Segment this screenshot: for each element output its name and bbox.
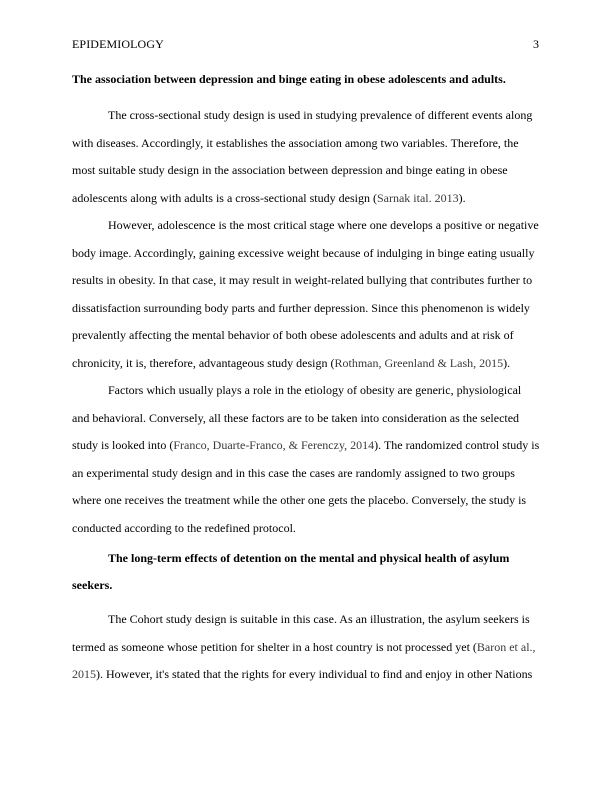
citation-franco: Franco, Duarte-Franco, & Ferenczy, 2014 <box>173 438 375 452</box>
paragraph-obesity-factors <box>72 377 540 542</box>
running-head: EPIDEMIOLOGY <box>72 37 164 51</box>
paragraph-text: The cross-sectional study design is used in studying prevalence of different events along with diseases. Accordingly, it establishes the association among two variables. Therefore, the most suitable study design in the association between depression and binge eating in obese adolescents along with adults is a cross-sectional study design ( <box>72 108 533 205</box>
paragraph-cross-sectional-design <box>72 102 540 212</box>
citation-sarnak: Sarnak ital. 2013 <box>376 190 459 205</box>
citation-baron: Baron et al., 2015 <box>72 639 536 681</box>
page-number: 3 <box>533 37 539 51</box>
paragraph-text-end: ). The randomized control study is an experimental study design and in this case the cases are randomly assigned to two groups where one receives the treatment while the other one gets the placebo. Conversely, the study is conducted according to the redefined protocol. <box>72 438 540 535</box>
citation-rothman: Rothman, Greenland & Lash, 2015 <box>334 355 504 370</box>
paragraph-adolescence-body-image <box>72 212 540 377</box>
paragraph-text: However, adolescence is the most critical stage where one develops a positive or negative body image. Accordingly, gaining excessive weight because of indulging in binge eating usually results in obesity. In that case, it may result in weight-related bullying that contributes further to dissatisfaction surrounding body parts and further depression. Since this phenomenon is widely prevalently affecting the mental behavior of both obese adolescents and adults and at risk of chronicity, it is, therefore, advantageous study design ( <box>72 218 539 370</box>
paragraph-cohort-design <box>72 606 540 689</box>
body-text <box>72 66 540 689</box>
paragraph-text: Factors which usually plays a role in the etiology of obesity are generic, physiological and behavioral. Conversely, all these factors are to be taken into consideration as the selected study is looked into ( <box>72 383 522 452</box>
paragraph-text-end: ). <box>503 355 511 370</box>
paragraph-text: The Cohort study design is suitable in this case. As an illustration, the asylum seekers is termed as someone whose petition for shelter in a host country is not processed yet ( <box>72 612 530 654</box>
paragraph-text-end: ). However, it's stated that the rights for every individual to find and enjoy in other Nations <box>96 667 533 681</box>
section-heading-detention-asylum: The long-term effects of detention on the mental and physical health of asylum seekers. <box>72 551 510 592</box>
section-heading-depression-binge-eating: The association between depression and binge eating in obese adolescents and adults. <box>72 72 506 86</box>
paragraph-text-end: ). <box>458 190 466 205</box>
